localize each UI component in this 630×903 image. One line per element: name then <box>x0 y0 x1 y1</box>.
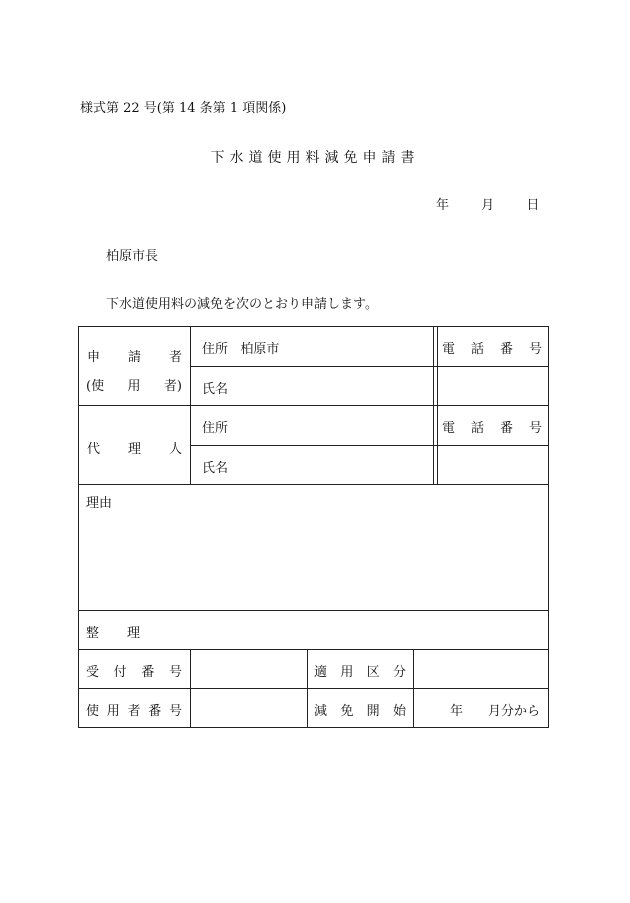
applicant-label: 申 請 者 <box>87 350 182 365</box>
addressee: 柏原市長 <box>106 249 159 264</box>
applicant-user-sub-label: (使 用 者) <box>86 379 182 394</box>
reduction-start-month[interactable]: 月分から <box>488 704 541 719</box>
date-line <box>436 194 539 213</box>
intro-text: 下水道使用料の減免を次のとおり申請します。 <box>106 297 378 312</box>
agent-address-field[interactable]: 住所 <box>202 421 229 436</box>
document-title: 下水道使用料減免申請書 <box>210 150 420 166</box>
applicant-phone-field[interactable] <box>437 367 547 404</box>
applicant-address-field[interactable]: 住所 柏原市 <box>202 342 280 357</box>
date-day: 日 <box>526 198 540 213</box>
applicant-name-field[interactable]: 氏名 <box>202 382 229 397</box>
receipt-number-field[interactable] <box>192 651 306 687</box>
date-year: 年 <box>436 198 450 213</box>
reduction-start-label: 減 免 開 始 <box>314 704 406 719</box>
date-month: 月 <box>481 198 495 213</box>
applicant-phone-label: 電 話 番 号 <box>442 342 542 357</box>
agent-phone-label: 電 話 番 号 <box>442 421 542 436</box>
reduction-start-year[interactable]: 年 <box>450 704 464 719</box>
application-form-table <box>78 326 549 728</box>
user-number-label: 使 用 者 番 号 <box>86 704 182 719</box>
user-number-field[interactable] <box>192 690 306 726</box>
admin-section-label: 整 理 <box>86 626 140 641</box>
receipt-number-label: 受 付 番 号 <box>86 665 182 680</box>
agent-name-field[interactable]: 氏名 <box>202 461 229 476</box>
reason-label: 理由 <box>86 496 113 511</box>
application-category-field[interactable] <box>415 651 547 687</box>
agent-label: 代 理 人 <box>87 442 182 457</box>
reason-field[interactable] <box>79 511 547 609</box>
application-category-label: 適 用 区 分 <box>314 665 406 680</box>
form-number: 様式第 22 号(第 14 条第 1 項関係) <box>80 101 287 116</box>
agent-phone-field[interactable] <box>437 446 547 483</box>
